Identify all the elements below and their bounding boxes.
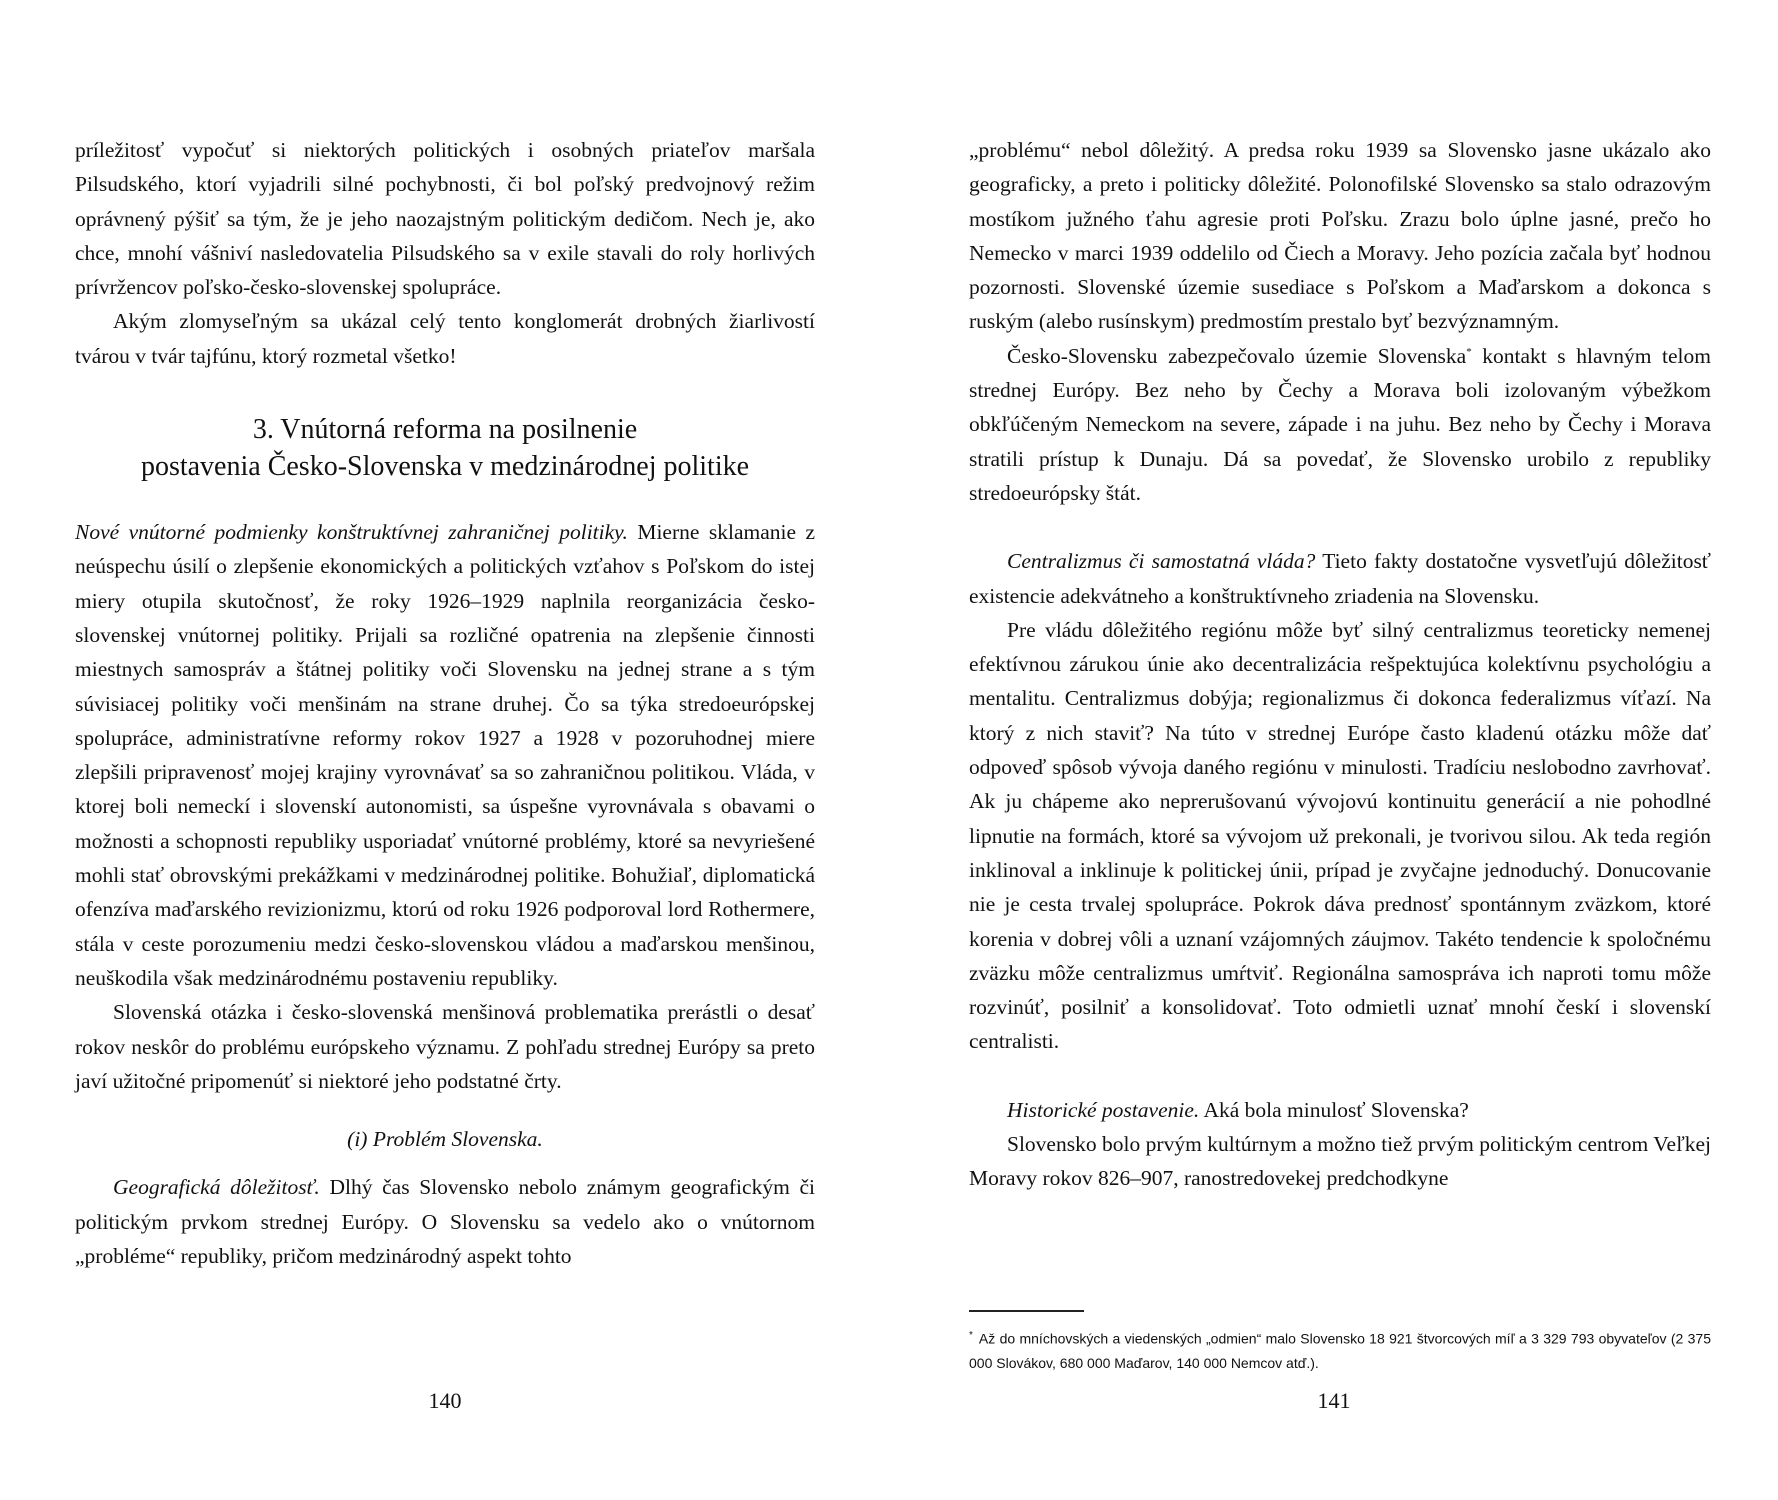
subsection-heading: (i) Problém Slovenska. bbox=[347, 1127, 543, 1152]
paragraph-body: Aká bola minulosť Slovenska? bbox=[1199, 1097, 1469, 1122]
paragraph: Pre vládu dôležitého regiónu môže byť silný centralizmus teoreticky nemenej efektívnou zárukou únie ako decentralizácia rešpektujúca kolektívnu psychológiu a mentalitu. Centralizmus dobýja; regionalizmus či dokonca federalizmus víťazí. Na ktorý z nich staviť? Na túto v strednej Európe často kladenú otázku môže dať odpoveď spôsob vývoja daného regiónu v minulosti. Tradíciu neslobodno zavrhovať. Ak ju chápeme ako neprerušovanú vývojovú kontinuitu generácií a nie pohodlné lipnutie na formách, ktoré sa vývojom už prekonali, je tvorivou silou. Ak teda región inklinoval a inklinuje k politickej únii, prípad je zvyčajne jednoduchý. Donucovanie nie je cesta trvalej spolupráce. Pokrok dáva prednosť spontánnym zväzkom, ktoré korenia v dobrej vôli a uznaní vzájomných záujmov. Takéto tendencie k spoločnému zväzku môže centralizmus umŕtviť. Regionálna samospráva ich naproti tomu môže rozvinúť, posilniť a konsolidovať. Toto odmietli uznať mnohí českí i slovenskí centralisti. bbox=[969, 617, 1711, 1054]
paragraph-lead: Geografická dôležitosť. bbox=[113, 1175, 320, 1200]
footnote bbox=[969, 1324, 1711, 1375]
left-text-column bbox=[75, 133, 815, 1273]
section-heading bbox=[75, 411, 815, 485]
footnote-text: Až do mníchovských a viedenských „odmien“ malo Slovensko 18 921 štvorcových míľ a 3 329 793 obyvateľov (2 375 000 Slovákov, 680 000 Maďarov, 140 000 Nemcov atď.). bbox=[969, 1330, 1711, 1371]
paragraph-lead: Historické postavenie. bbox=[1007, 1097, 1200, 1122]
paragraph: „problému“ nebol dôležitý. A predsa roku 1939 sa Slovensko jasne ukázalo ako geograficky, a preto i politicky dôležité. Polonofilské Slovensko sa stalo odrazovým mostíkom južného ťahu agresie proti Poľsku. Zrazu bolo úplne jasné, prečo ho Nemecko v marci 1939 oddelilo od Čiech a Moravy. Jeho pozícia začala byť hodnou pozornosti. Slovenské územie susediace s Poľskom a Maďarskom a dokonca s ruským (alebo rusínskym) predmostím prestalo byť bezvýznamným. bbox=[969, 138, 1711, 334]
page-number: 140 bbox=[428, 1388, 462, 1413]
footnote-mark: * bbox=[969, 1330, 973, 1341]
paragraph-gap bbox=[969, 510, 1711, 544]
paragraph-lead: Centralizmus či samostatná vláda? bbox=[1007, 549, 1316, 574]
paragraph-body: kontakt s hlavným telom strednej Európy. Bez neho by Čechy a Morava boli izolovaným výbežkom obkľúčeným Nemeckom na severe, západe i na juhu. Bez neho by Čechy i Morava stratili prístup k Dunaju. Dá sa povedať, že Slovensko urobilo z republiky stredoeurópsky štát. bbox=[969, 343, 1712, 505]
section-heading-line: postavenia Česko-Slovenska v medzinárodnej politike bbox=[140, 451, 750, 483]
right-text-column bbox=[969, 133, 1711, 1196]
paragraph bbox=[969, 1093, 1711, 1127]
paragraph-body: Mierne sklamanie z neúspechu úsilí o zlepšenie ekonomických a politických vzťahov s Poľskom do istej miery otupila skutočnosť, že roky 1926–1929 naplnila reorganizácia česko-slovenskej vnútornej politiky. Prijali sa rozličné opatrenia na zlepšenie činnosti miestnych samospráv a štátnej politiky voči Slovensku na jednej strane a s tým súvisiacej politiky voči menšinám na strane druhej. Čo sa týka stredoeurópskej spolupráce, administratívne reformy rokov 1927 a 1928 v pozoruhodnej miere zlepšili pripravenosť mojej krajiny vyrovnávať sa so zahraničnou politikou. Vláda, v ktorej boli nemeckí i slovenskí autonomisti, sa úspešne vyrovnávala s obavami o možnosti a schopnosti republiky usporiadať vnútorné problémy, ktoré sa nevyriešené mohli stať obrovskými prekážkami v medzinárodnej politike. Bohužiaľ, diplomatická ofenzíva maďarského revizionizmu, ktorú od roku 1926 podporoval lord Rothermere, stála v ceste porozumeniu medzi česko-slovenskou vládou a maďarskou menšinou, neuškodila však medzinárodnému postaveniu republiky. bbox=[75, 520, 815, 990]
paragraph bbox=[75, 1170, 815, 1273]
page-number: 141 bbox=[1317, 1388, 1351, 1413]
footnote-rule bbox=[969, 1310, 1084, 1312]
paragraph-lead: Nové vnútorné podmienky konštruktívnej zahraničnej politiky. bbox=[75, 520, 628, 545]
right-page bbox=[889, 0, 1778, 1500]
paragraph-gap bbox=[969, 1059, 1711, 1093]
paragraph: Akým zlomyseľným sa ukázal celý tento konglomerát drobných žiarlivostí tvárou v tvár tajfúnu, ktorý rozmetal všetko! bbox=[75, 309, 815, 368]
paragraph bbox=[969, 339, 1711, 510]
paragraph bbox=[75, 515, 815, 995]
paragraph: Slovensko bolo prvým kultúrnym a možno tiež prvým politickým centrom Veľkej Moravy rokov 826–907, ranostredovekej predchodkyne bbox=[969, 1132, 1711, 1191]
paragraph: Slovenská otázka i česko-slovenská menšinová problematika prerástli o desať rokov neskôr do problému európskeho významu. Z pohľadu strednej Európy sa preto javí užitočné pripomenúť si niektoré jeho podstatné črty. bbox=[75, 1000, 815, 1093]
paragraph-body: Tieto fakty dostatočne vysvetľujú dôležitosť existencie adekvátneho a konštruktívneho zriadenia na Slovensku. bbox=[969, 549, 1711, 608]
paragraph-body: Česko-Slovensku zabezpečovalo územie Slovenska bbox=[1007, 343, 1467, 368]
footnote-reference: * bbox=[1466, 345, 1472, 358]
paragraph: príležitosť vypočuť si niektorých politických i osobných priateľov maršala Pilsudského, ktorí vyjadrili silné pochybnosti, či bol poľský predvojnový režim oprávnený pýšiť sa tým, že je jeho naozajstným politickým dedičom. Nech je, ako chce, mnohí vášniví nasledovatelia Pilsudského sa v exile stavali do roly horlivých prívržencov poľsko-česko-slovenskej spolupráce. bbox=[75, 138, 815, 300]
section-heading-line: 3. Vnútorná reforma na posilnenie bbox=[252, 414, 638, 446]
paragraph-body: Dlhý čas Slovensko nebolo známym geografickým či politickým prvkom strednej Európy. O Slovensku sa vedelo ako o vnútornom „probléme“ republiky, pričom medzinárodný aspekt tohto bbox=[75, 1175, 815, 1269]
paragraph bbox=[969, 544, 1711, 613]
